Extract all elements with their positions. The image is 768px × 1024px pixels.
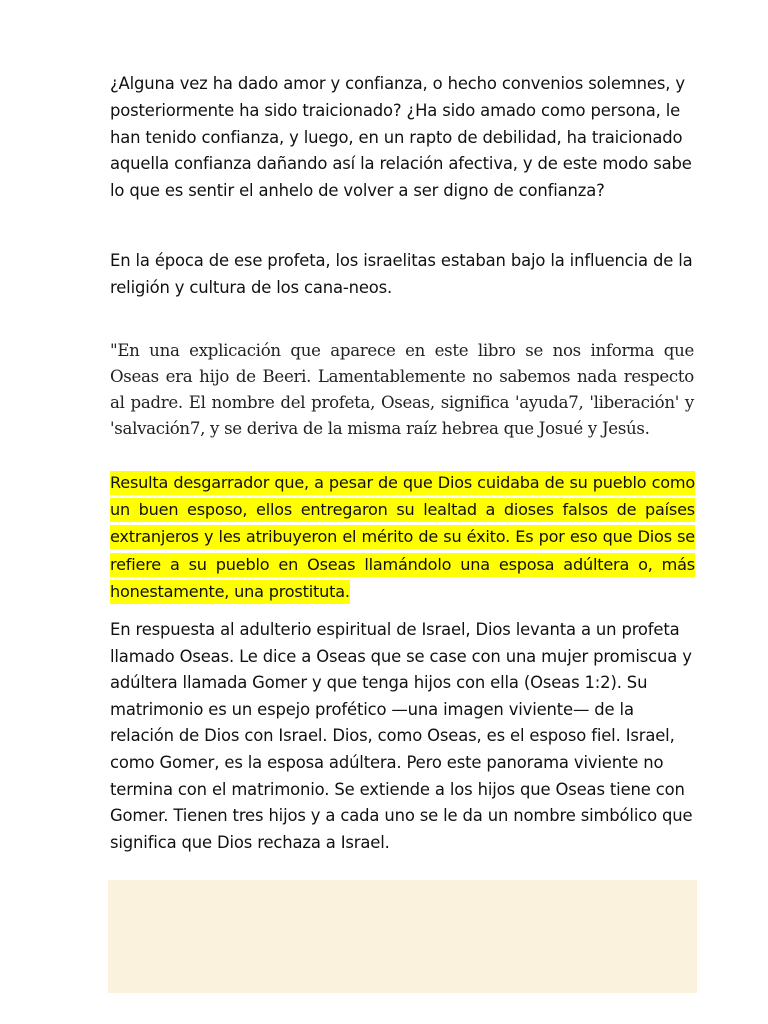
cream-content-box — [108, 880, 697, 993]
paragraph-prophet-era: En la época de ese profeta, los israelitas estaban bajo la influencia de la religión y cultura de los cana-neos. — [110, 251, 693, 297]
paragraph-intro-question: ¿Alguna vez ha dado amor y confianza, o hecho convenios solemnes, y posteriormente ha sido traicionado? ¿Ha sido amado como persona, le han tenido confianza, y luego, en un rapto de debilidad, ha traicionado aquella confianza dañando así la relación afectiva, y de este modo sabe lo que es sentir el anhelo de volver a ser digno de confianza? — [110, 74, 692, 201]
highlighted-paragraph — [110, 469, 695, 605]
paragraph-oseas-gomer: En respuesta al adulterio espiritual de Israel, Dios levanta a un profeta llamado Oseas. Le dice a Oseas que se case con una mujer promiscua y adúltera llamada Gomer y que tenga hijos con ella (Oseas 1:2). Su matrimonio es un espejo profético —una imagen viviente— de la relación de Dios con Israel. Dios, como Oseas, es el esposo fiel. Israel, como Gomer, es la esposa adúltera. Pero este panorama viviente no termina con el matrimonio. Se extiende a los hijos que Oseas tiene con Gomer. Tienen tres hijos y a cada uno se le da un nombre simbólico que significa que Dios rechaza a Israel. — [110, 620, 693, 852]
quote-paragraph: "En una explicación que aparece en este libro se nos informa que Oseas era hijo de Beeri. Lamentablemente no sabemos nada respecto al padre. El nombre del profeta, Oseas, significa 'ayuda7, 'liberación' y 'salvación7, y se deriva de la misma raíz hebrea que Josué y Jesús. — [110, 341, 694, 438]
highlighted-text: Resulta desgarrador que, a pesar de que Dios cuidaba de su pueblo como un buen esposo, ellos entregaron su lealtad a dioses falsos de países extranjeros y les atribuyeron el mérito de su éxito. Es por eso que Dios se refiere a su pueblo en Oseas llamándolo una esposa adúltera o, más honestamente, una prostituta. — [110, 471, 695, 604]
